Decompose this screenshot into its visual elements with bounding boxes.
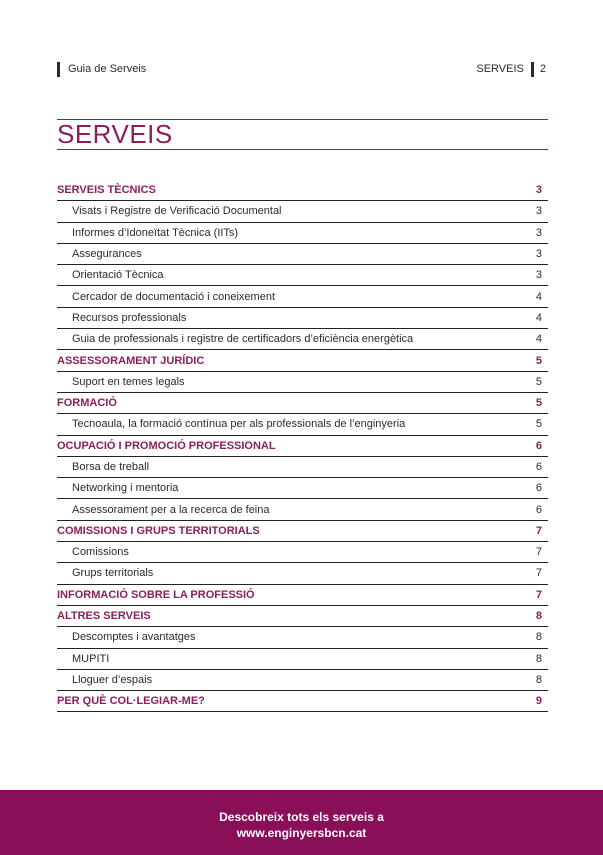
toc-section-row[interactable] (57, 606, 548, 627)
toc-page-number: 4 (535, 333, 542, 346)
toc-page-number: 5 (535, 354, 542, 367)
toc-page-number: 6 (535, 439, 542, 452)
toc-entry-label: PER QUÈ COL·LEGIAR-ME? (57, 695, 205, 708)
toc-section-row[interactable] (57, 393, 548, 414)
toc-entry-label: Tecnoaula, la formació contínua per als professionals de l’enginyeria (72, 418, 406, 431)
footer-banner (0, 790, 603, 855)
footer-text: Descobreix tots els serveis a (219, 810, 384, 824)
toc-entry-row[interactable] (57, 649, 548, 670)
toc-entry-row[interactable] (57, 308, 548, 329)
toc-page-number: 4 (535, 311, 542, 324)
toc-entry-label: COMISSIONS I GRUPS TERRITORIALS (57, 524, 260, 537)
toc-page-number: 8 (535, 631, 542, 644)
toc-entry-label: Assegurances (72, 248, 142, 261)
toc-page-number: 8 (535, 652, 542, 665)
toc-entry-row[interactable] (57, 499, 548, 520)
toc-page-number: 7 (535, 567, 542, 580)
guide-title: Guia de Serveis (68, 63, 147, 75)
table-of-contents (57, 180, 548, 712)
toc-entry-label: Descomptes i avantatges (72, 631, 196, 644)
toc-entry-label: Guia de professionals i registre de certificadors d’eficiència energètica (72, 333, 414, 346)
toc-page-number: 4 (535, 290, 542, 303)
toc-page-number: 9 (535, 695, 542, 708)
toc-entry-label: ALTRES SERVEIS (57, 610, 151, 623)
toc-section-row[interactable] (57, 521, 548, 542)
toc-page-number: 7 (535, 524, 542, 537)
toc-section-row[interactable] (57, 691, 548, 712)
toc-entry-row[interactable] (57, 265, 548, 286)
toc-entry-row[interactable] (57, 478, 548, 499)
toc-page-number: 5 (535, 397, 542, 410)
toc-entry-label: INFORMACIÓ SOBRE LA PROFESSIÓ (57, 588, 255, 601)
toc-entry-label: Comissions (72, 546, 129, 559)
header-bar-marker (531, 62, 534, 77)
toc-section-row[interactable] (57, 585, 548, 606)
toc-entry-label: Assessorament per a la recerca de feina (72, 503, 270, 516)
toc-entry-row[interactable] (57, 670, 548, 691)
toc-entry-label: Cercador de documentació i coneixement (72, 290, 276, 303)
toc-entry-row[interactable] (57, 627, 548, 648)
toc-entry-label: FORMACIÓ (57, 397, 117, 410)
toc-section-row[interactable] (57, 436, 548, 457)
toc-page-number: 3 (535, 248, 542, 261)
toc-page-number: 7 (535, 588, 542, 601)
toc-entry-row[interactable] (57, 286, 548, 307)
toc-page-number: 6 (535, 482, 542, 495)
page-title: SERVEIS (57, 119, 173, 149)
footer-link[interactable]: www.enginyersbcn.cat (236, 826, 367, 840)
toc-section-row[interactable] (57, 350, 548, 371)
toc-page-number: 5 (535, 418, 542, 431)
toc-entry-row[interactable] (57, 414, 548, 435)
toc-entry-label: Lloguer d’espais (72, 673, 153, 686)
toc-entry-row[interactable] (57, 329, 548, 350)
toc-entry-label: Visats i Registre de Verificació Documental (72, 205, 282, 218)
toc-page-number: 3 (535, 226, 542, 239)
toc-entry-label: OCUPACIÓ I PROMOCIÓ PROFESSIONAL (57, 439, 276, 452)
toc-page-number: 8 (535, 610, 542, 623)
toc-page-number: 6 (535, 503, 542, 516)
toc-entry-label: Orientació Tècnica (72, 269, 164, 282)
toc-entry-label: Grups territorials (72, 567, 154, 580)
header-bar-marker (57, 62, 60, 77)
toc-page-number: 6 (535, 461, 542, 473)
toc-entry-label: Borsa de treball (72, 461, 150, 473)
toc-entry-label: ASSESSORAMENT JURÍDIC (57, 354, 205, 367)
running-header-left (57, 62, 146, 76)
toc-entry-label: Recursos professionals (72, 311, 187, 324)
toc-entry-row[interactable] (57, 223, 548, 244)
toc-entry-row[interactable] (57, 457, 548, 478)
toc-page-number: 3 (535, 269, 542, 282)
toc-section-row[interactable] (57, 180, 548, 201)
toc-entry-label: SERVEIS TÈCNICS (57, 184, 156, 197)
section-label: SERVEIS (476, 63, 524, 75)
running-header-right (476, 62, 546, 76)
toc-entry-row[interactable] (57, 244, 548, 265)
toc-page-number: 3 (535, 205, 542, 218)
toc-entry-row[interactable] (57, 563, 548, 584)
toc-page-number: 3 (535, 184, 542, 197)
toc-entry-row[interactable] (57, 201, 548, 222)
toc-entry-label: Informes d’Idoneïtat Tècnica (IITs) (72, 226, 239, 239)
toc-page-number: 7 (535, 546, 542, 559)
toc-entry-label: Networking i mentoria (72, 482, 179, 495)
toc-page-number: 8 (535, 673, 542, 686)
toc-entry-row[interactable] (57, 542, 548, 563)
page-number: 2 (539, 63, 546, 75)
toc-page-number: 5 (535, 375, 542, 388)
title-rule-bottom (57, 149, 548, 150)
toc-entry-label: MUPITI (72, 652, 110, 665)
toc-entry-label: Suport en temes legals (72, 375, 185, 388)
toc-entry-row[interactable] (57, 372, 548, 393)
